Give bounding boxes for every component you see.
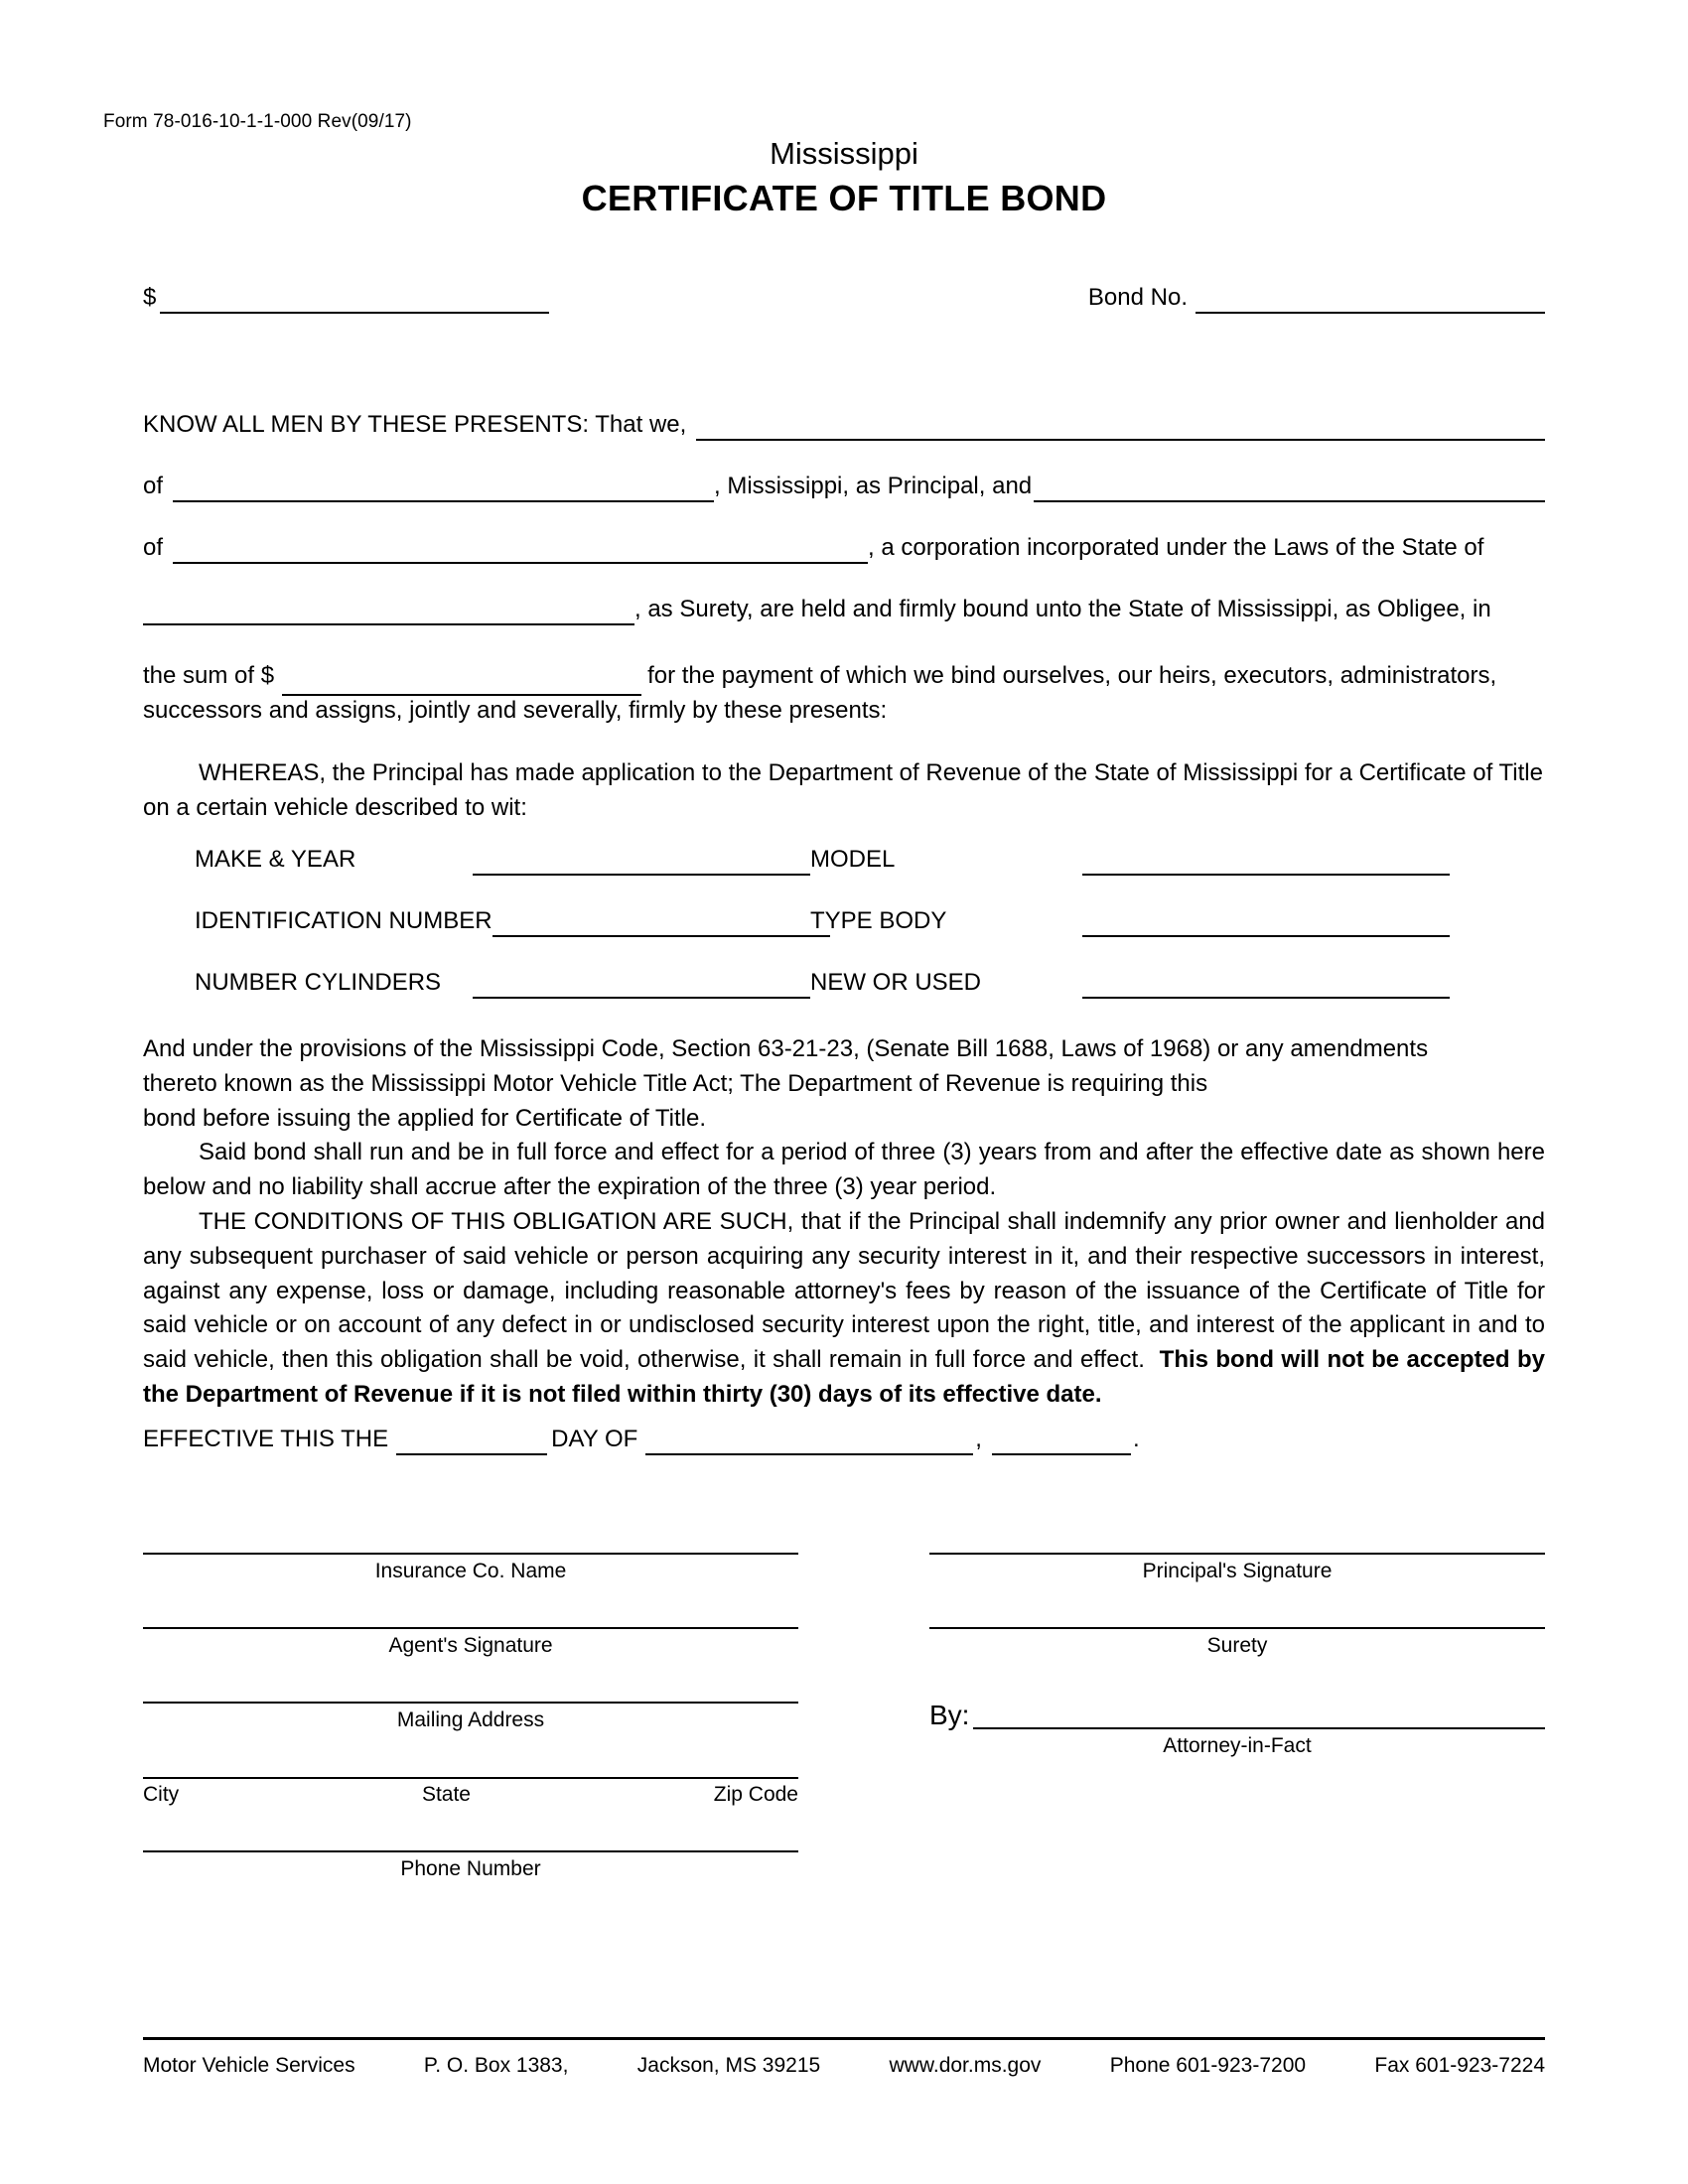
effective-year-input[interactable] [992,1429,1131,1455]
identification-number-label: IDENTIFICATION NUMBER [195,907,492,934]
footer-website[interactable]: www.dor.ms.gov [889,2054,1042,2077]
state-name: Mississippi [770,136,918,171]
surety-name-input[interactable] [1034,476,1545,502]
conditions-text: THE CONDITIONS OF THIS OBLIGATION ARE SUCH, that if the Principal shall indemnify any prior owner and lienholder and any subsequent purchaser of said vehicle or person acquiring any security interest in it, and their respective successors in interest, against any expense, loss or damage, including reasonable attorney's fees by reason of the issuance of the Certificate of Title for said vehicle or on account of any defect in or undisclosed security interest upon the right, title, and interest of the applicant in and to said vehicle, then this obligation shall be void, otherwise, it shall remain in full force and effect. [143,1207,1545,1374]
signature-area [143,1509,1545,1925]
bond-no-label: Bond No. [1087,284,1188,311]
phone-number-slot [143,1850,798,1881]
effective-comma: , [975,1426,982,1452]
bond-number-group [1088,284,1545,312]
conditions-bold-warning: This bond will not be accepted by the Department of Revenue if it is not filed within thirty (30) days of its effective date. [143,1346,1545,1408]
mailing-address-slot [143,1702,798,1732]
effective-label: EFFECTIVE THIS THE [143,1426,389,1452]
model-label: MODEL [810,846,896,873]
attorney-in-fact-input[interactable] [973,1727,1545,1729]
city-state-zip-slot [143,1777,798,1807]
agents-signature-slot [143,1627,798,1658]
attorney-in-fact-slot [929,1702,1545,1758]
vehicle-row-identification [195,907,1450,935]
by-label: By: [929,1700,970,1731]
principal-name-input[interactable] [696,414,1545,441]
surety-signature-slot [929,1627,1545,1658]
know-all-men-label: KNOW ALL MEN BY THESE PRESENTS: That we, [143,411,687,438]
principal-address-line [143,473,1545,500]
new-or-used-input[interactable] [1082,972,1450,999]
zip-code-label: Zip Code [713,1782,798,1806]
page-title: CERTIFICATE OF TITLE BOND [581,177,1107,218]
dollar-symbol: $ [143,284,157,311]
bond-amount-group [143,284,549,312]
insurance-co-name-label: Insurance Co. Name [374,1560,567,1582]
footer-department: Motor Vehicle Services [143,2054,355,2077]
document-title-block [0,135,1688,220]
type-body-input[interactable] [1082,910,1450,937]
footer-fax: Fax 601-923-7224 [1374,2054,1545,2077]
said-bond-paragraph: Said bond shall run and be in full force and effect for a period of three (3) years from and after the effective date as shown here below and no liability shall accrue after the expiration of the three (3) year period. [143,1139,1545,1201]
signature-columns [143,1509,1545,1925]
field-model [810,846,1450,874]
sum-paragraph [143,659,1545,729]
by-row [929,1702,1545,1729]
page-footer [143,2037,1545,2078]
field-type-body [810,907,1450,935]
know-all-men-line [143,411,1545,439]
field-number-cylinders [195,969,810,997]
number-cylinders-label: NUMBER CYLINDERS [195,969,442,996]
surety-label: Surety [1206,1634,1268,1658]
city-label: City [143,1782,180,1806]
footer-contact-info [143,2040,1545,2078]
sum-amount-input[interactable] [282,669,641,696]
mailing-address-label: Mailing Address [396,1708,545,1732]
day-of-label: DAY OF [551,1426,638,1452]
surety-city-input[interactable] [173,537,868,564]
vehicle-row-cylinders [195,969,1450,997]
principal-city-input[interactable] [173,476,714,502]
as-principal-label: , Mississippi, as Principal, and [714,473,1033,499]
principals-signature-slot [929,1553,1545,1583]
bond-amount-input[interactable] [160,287,549,314]
whereas-paragraph: WHEREAS, the Principal has made application to the Department of Revenue of the State of Mississippi for a Certificate of Title on a certain vehicle described to wit: [143,759,1543,821]
field-identification-number [195,907,810,935]
signature-column-left [143,1509,798,1925]
city-state-zip-labels [143,1779,798,1807]
conditions-paragraph [143,1205,1545,1413]
field-new-or-used [810,969,1450,997]
effective-period: . [1132,1426,1140,1452]
vehicle-row-make-year [195,846,1450,874]
surety-state-line [143,596,1545,623]
surety-address-line [143,534,1545,562]
code-provision-line-3: bond before issuing the applied for Certificate of Title. [143,1104,706,1132]
bond-body-block [143,411,1545,623]
effective-day-input[interactable] [396,1429,547,1455]
of-label-2: of [143,534,164,561]
identification-number-input[interactable] [492,910,830,937]
amount-and-bond-row [143,284,1545,312]
sum-of-label: the sum of $ [143,662,275,689]
field-make-year [195,846,810,874]
footer-city-state-zip: Jackson, MS 39215 [636,2054,821,2077]
effective-month-input[interactable] [645,1429,973,1455]
code-provision-line-1: And under the provisions of the Mississippi Code, Section 63-21-23, (Senate Bill 1688, Laws of 1968) or any amendments [143,1035,1429,1062]
form-code: Form 78-016-10-1-1-000 Rev(09/17) [103,111,412,132]
vehicle-description-grid [195,846,1450,997]
code-provision-line-2: thereto known as the Mississippi Motor Vehicle Title Act; The Department of Revenue is requiring this [143,1069,1208,1097]
sum-payment-text: for the payment of which we bind ourselves, our heirs, executors, administrators, [647,662,1497,689]
footer-phone: Phone 601-923-7200 [1109,2054,1307,2077]
model-input[interactable] [1082,849,1450,876]
number-cylinders-input[interactable] [473,972,810,999]
make-year-input[interactable] [473,849,810,876]
state-label: State [421,1782,471,1806]
make-year-label: MAKE & YEAR [195,846,356,873]
agents-signature-label: Agent's Signature [388,1634,553,1658]
sum-paragraph-line2: successors and assigns, jointly and severally, firmly by these presents: [143,696,888,724]
principals-signature-label: Principal's Signature [1142,1560,1333,1582]
sum-amount-line [143,659,1545,694]
new-or-used-label: NEW OR USED [810,969,982,996]
legal-text-block [143,1032,1545,1413]
as-surety-label: , as Surety, are held and firmly bound unto the State of Mississippi, as Obligee, in [634,596,1491,622]
surety-state-input[interactable] [143,599,634,625]
type-body-label: TYPE BODY [810,907,947,934]
corporation-incorporated-label: , a corporation incorporated under the Laws of the State of [868,534,1484,561]
footer-po-box: P. O. Box 1383, [423,2054,569,2077]
effective-date-line [143,1426,1140,1453]
insurance-co-name-slot [143,1553,798,1583]
phone-number-label: Phone Number [400,1856,541,1880]
of-label-1: of [143,473,164,499]
signature-column-right [929,1509,1545,1925]
bond-number-input[interactable] [1196,287,1545,314]
attorney-in-fact-label: Attorney-in-Fact [1163,1734,1312,1758]
